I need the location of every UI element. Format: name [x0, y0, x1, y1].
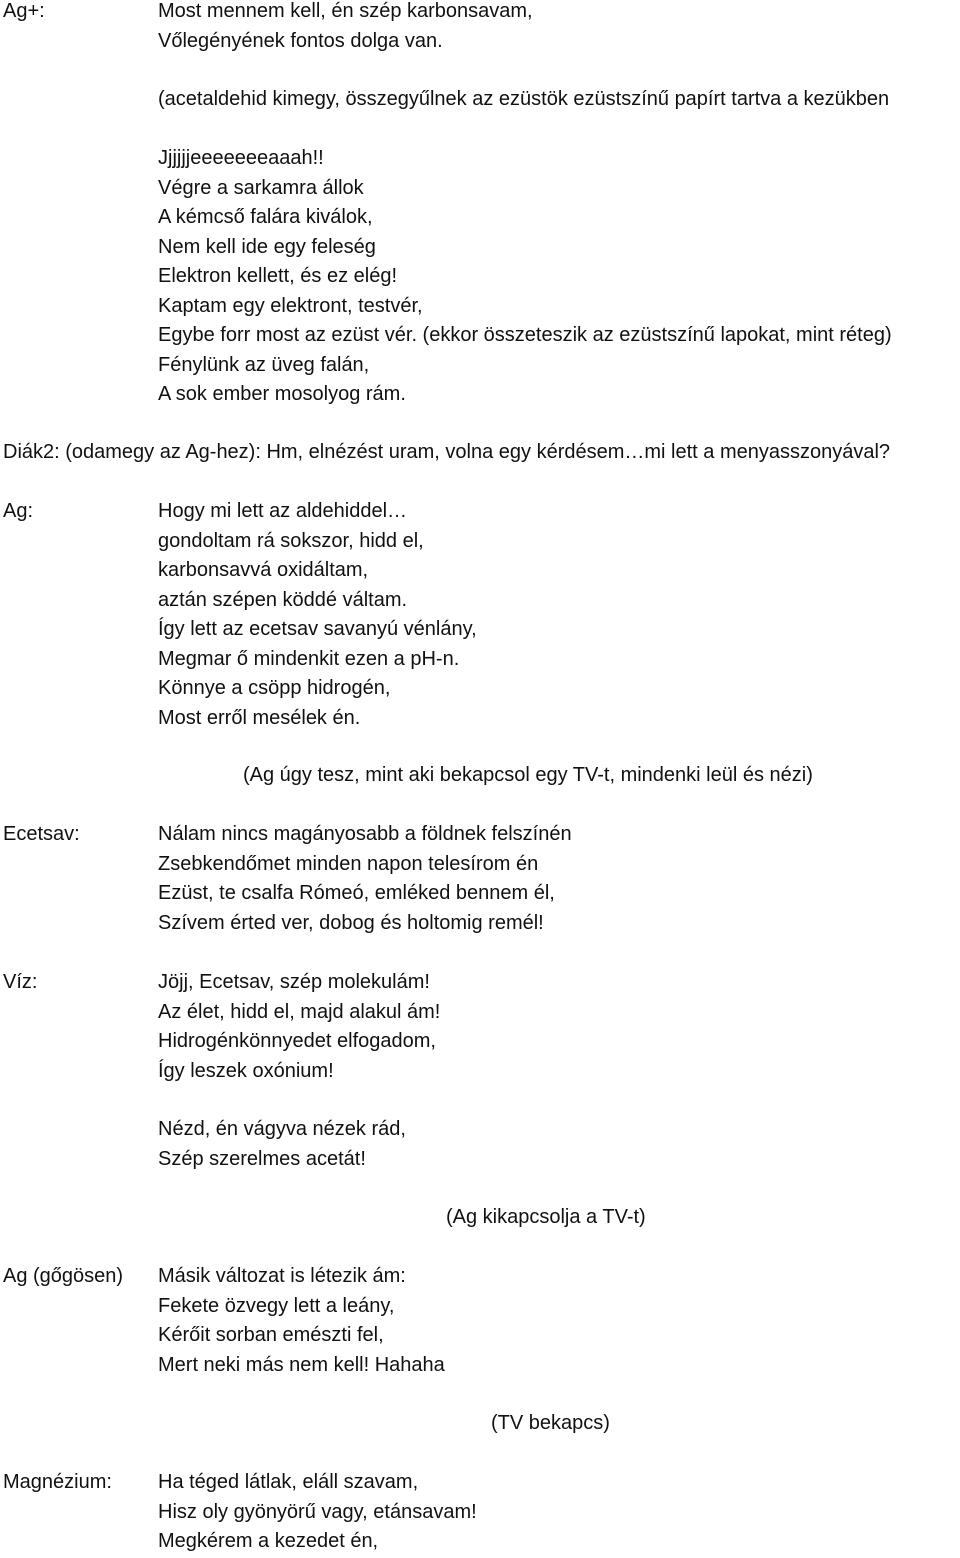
dialogue-line: Kérőit sorban emészti fel,	[158, 1324, 384, 1346]
dialogue-line: Vőlegényének fontos dolga van.	[158, 29, 443, 52]
dialogue-line: Nem kell ide egy feleség	[158, 235, 376, 258]
dialogue-line: A kémcső falára kiválok,	[158, 206, 373, 228]
dialogue-line: Hidrogénkönnyedet elfogadom,	[158, 1030, 436, 1052]
dialogue-line: Egybe forr most az ezüst vér. (ekkor összeteszik az ezüstszínű lapokat, mint réteg)	[158, 324, 892, 346]
dialogue-line: gondoltam rá sokszor, hidd el,	[158, 529, 424, 552]
speaker-label: Ecetsav:	[3, 823, 80, 845]
dialogue-line: Mert neki más nem kell! Hahaha	[158, 1353, 445, 1376]
speaker-label: Ag (gőgösen)	[3, 1265, 124, 1287]
dialogue-line: Fénylünk az üveg falán,	[158, 353, 370, 376]
dialogue-line: aztán szépen köddé váltam.	[158, 588, 408, 611]
dialogue-lines	[158, 497, 958, 733]
dialogue-line: Most mennem kell, én szép karbonsavam,	[158, 0, 533, 22]
dialogue-line: Ezüst, te csalfa Rómeó, emléked bennem él,	[158, 882, 555, 904]
dialogue-line: Könnye a csöpp hidrogén,	[158, 677, 391, 699]
dialogue-line: karbonsavvá oxidáltam,	[158, 559, 369, 581]
dialogue-lines	[158, 820, 958, 938]
dialogue-line: Jjjjjjeeeeeeeaaah!!	[158, 147, 324, 169]
stage-direction-tv-on-short: (TV bekapcs)	[491, 1412, 610, 1434]
dialogue-line: Nézd, én vágyva nézek rád,	[158, 1118, 406, 1140]
dialogue-line: Szívem érted ver, dobog és holtomig remél!	[158, 911, 544, 934]
dialogue-lines	[158, 1468, 958, 1557]
dialogue-line: Az élet, hidd el, majd alakul ám!	[158, 1000, 441, 1023]
dialogue-lines	[158, 144, 958, 410]
stage-direction-tv-off: (Ag kikapcsolja a TV-t)	[446, 1206, 646, 1228]
dialogue-line: Így lett az ecetsav savanyú vénlány,	[158, 618, 477, 640]
diak2-line: Diák2: (odamegy az Ag-hez): Hm, elnézést uram, volna egy kérdésem…mi lett a menyasszonyával?	[3, 441, 891, 463]
dialogue-lines	[158, 85, 958, 115]
dialogue-line: Hogy mi lett az aldehiddel…	[158, 500, 408, 522]
dialogue-line: Fekete özvegy lett a leány,	[158, 1294, 395, 1317]
stage-direction-tv-on: (Ag úgy tesz, mint aki bekapcsol egy TV-t, mindenki leül és nézi)	[243, 764, 813, 786]
dialogue-line: Hisz oly gyönyörű vagy, etánsavam!	[158, 1500, 477, 1523]
dialogue-line: Ha téged látlak, eláll szavam,	[158, 1471, 419, 1493]
dialogue-line: Megkérem a kezedet én,	[158, 1530, 379, 1552]
dialogue-lines	[158, 1115, 958, 1174]
stage-direction-line: (acetaldehid kimegy, összegyűlnek az ezüstök ezüstszínű papírt tartva a kezükben	[158, 88, 890, 110]
speaker-label: Víz:	[3, 971, 38, 993]
dialogue-line: Megmar ő mindenkit ezen a pH-n.	[158, 647, 460, 670]
dialogue-line: Nálam nincs magányosabb a földnek felszínén	[158, 823, 572, 845]
speaker-label: Ag+:	[3, 0, 45, 22]
dialogue-line: Jöjj, Ecetsav, szép molekulám!	[158, 971, 430, 993]
dialogue-line: Most erről mesélek én.	[158, 706, 361, 729]
dialogue-line: A sok ember mosolyog rám.	[158, 383, 406, 405]
speaker-label: Ag:	[3, 500, 34, 522]
dialogue-line: Kaptam egy elektront, testvér,	[158, 294, 423, 317]
dialogue-line: Végre a sarkamra állok	[158, 176, 364, 199]
dialogue-line: Így leszek oxónium!	[158, 1059, 334, 1082]
dialogue-line: Szép szerelmes acetát!	[158, 1147, 366, 1170]
speaker-label: Magnézium:	[3, 1471, 112, 1493]
dialogue-lines	[158, 1262, 958, 1380]
dialogue-lines	[158, 0, 958, 56]
dialogue-line: Zsebkendőmet minden napon telesírom én	[158, 852, 539, 875]
dialogue-line: Elektron kellett, és ez elég!	[158, 265, 398, 287]
dialogue-line: Másik változat is létezik ám:	[158, 1265, 406, 1287]
dialogue-lines	[158, 968, 958, 1086]
